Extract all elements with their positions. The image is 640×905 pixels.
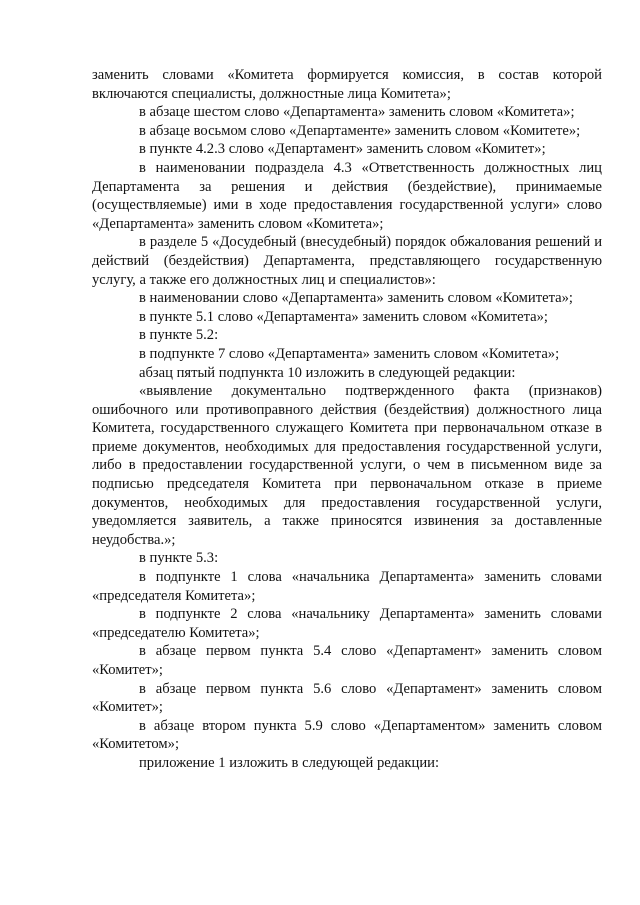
paragraph: в пункте 4.2.3 слово «Департамент» заменить словом «Комитет»; [139,141,546,158]
paragraph: в подпункте 7 слово «Департамента» заменить словом «Комитета»; [139,345,560,362]
paragraph: в пункте 5.3: [139,550,219,567]
paragraph: в наименовании подраздела 4.3 «Ответственность должностных лиц Департамента за решения и действия (бездействие), принимаемые (осуществляемые) ими в ходе предоставления государственной услуги» слово «Департамента» заменить словом «Комитета»; [92,159,602,232]
paragraph: в абзаце восьмом слово «Департаменте» заменить словом «Комитете»; [139,122,581,139]
paragraph: в пункте 5.1 слово «Департамента» заменить словом «Комитета»; [139,308,548,325]
paragraph: в абзаце втором пункта 5.9 слово «Департаментом» заменить словом «Комитетом»; [92,717,602,753]
paragraph: в разделе 5 «Досудебный (внесудебный) порядок обжалования решений и действий (бездействия) Департамента, представляющего государственную услугу, а также его должностных лиц и специалистов»: [92,234,602,288]
paragraph: в абзаце первом пункта 5.6 слово «Департамент» заменить словом «Комитет»; [92,680,602,716]
paragraph: приложение 1 изложить в следующей редакции: [139,754,439,771]
paragraph: «выявление документально подтвержденного факта (признаков) ошибочного или противоправного действия (бездействия) должностного лица Комитета, государственного служащего Комитета при первоначальном отказе в приеме документов, необходимых для предоставления государственной услуги, либо в предоставлении государственной услуги, о чем в письменном виде за подписью председателя Комитета при первоначальном отказе в приеме документов, необходимых для предоставления государственной услуги, уведомляется заявитель, а также приносятся извинения за доставленные неудобства.»; [92,383,602,548]
paragraph: заменить словами «Комитета формируется комиссия, в состав которой включаются специалисты, должностные лица Комитета»; [92,67,602,102]
paragraph: абзац пятый подпункта 10 изложить в следующей редакции: [139,364,516,381]
paragraph: в пункте 5.2: [139,327,219,344]
paragraph: в подпункте 2 слова «начальнику Департамента» заменить словами «председателю Комитета»; [92,606,602,641]
paragraph: в подпункте 1 слова «начальника Департамента» заменить словами «председателя Комитета»; [92,569,602,604]
paragraph: в наименовании слово «Департамента» заменить словом «Комитета»; [139,290,573,307]
paragraph: в абзаце первом пункта 5.4 слово «Департамент» заменить словом «Комитет»; [92,643,602,678]
document-page [92,66,602,773]
paragraph: в абзаце шестом слово «Департамента» заменить словом «Комитета»; [139,104,575,121]
